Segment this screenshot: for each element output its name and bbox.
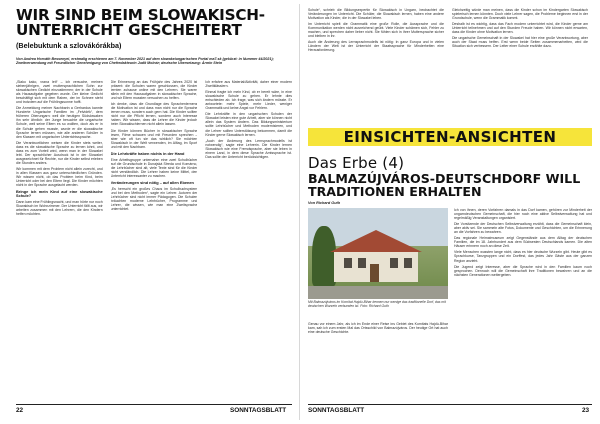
column-3 xyxy=(205,80,292,402)
paragraph: Die ungarische Gemeinschaft in der Slowakei hat hier eine große Verantwortung, aber auch der Staat muss helfen. Erst wenn beide Seiten zusammenarbeiten, wird die Situation sich verbessern. Der Leiter einer Schule erzählte dazu. xyxy=(452,36,588,49)
window-shape xyxy=(358,258,366,268)
publication-name: SONNTAGSBLATT xyxy=(308,407,365,414)
paragraph: Ich erfahre aus Material/Aktivität, daher einer modern Zweitklässlern. xyxy=(205,80,293,89)
photo-caption: Mit Balmazújváros im Komitat Hajdú-Bihar kennen nur wenige das traditionelle Dorf, das mit deutschen Wurzeln verbunden ist. Foto: Richard Guth xyxy=(308,300,446,308)
paragraph: Viele Menschen wussten lange nicht, dass es hier deutsche Wurzeln gibt. Heute gibt es Sprachkurse, Tanzgruppen und ein Dorffest, das jedes Jahr Gäste aus der ganzen Region anzieht. xyxy=(454,250,592,263)
paragraph: „Es herrscht ein großes Chaos im Schulbuchsystem und bei den Methoden“, sagte ein Lehrer. Autoren der Lehrbücher sind nicht immer Pädagogen. Die Schulen bräuchten moderne Lehrbücher, Programme und Lehrer, die wissen, wie man eine Zweitsprache unterrichtet. xyxy=(110,187,198,212)
paragraph: Im Unterricht spielt die Grammatik eine große Rolle, die Aussprache und die Kommunikation werden nicht ausreichend geübt. Viele Kinder schämen sich, Fehler zu machen, und sprechen daher lieber nicht. Sie fühlen sich in ihrer Muttersprache sicher und bleiben in ihr. xyxy=(308,22,444,39)
paragraph: Das regionale Heimatmuseum zeigt Gegenstände aus dem Alltag der deutschen Familien, die im 18. Jahrhundert aus dem Südwesten Deutschlands kamen. Die alten Häuser erinnern noch an diese Zeit. xyxy=(454,236,592,249)
window-shape xyxy=(390,258,398,268)
roof-shape xyxy=(330,230,422,252)
article-title-line1: Das Erbe (4) xyxy=(308,154,405,172)
paragraph: Eine Arbeitsgruppe unternahm eine zwei Schulbücher auf die Grundschule in Dunajská Streda und Komárno, die Lehrbücher sind alt, viele Texte sind für die Kinder nicht verständlich. Die Lehrer haben keine Mittel, den Unterricht interessanter zu machen. xyxy=(110,157,198,178)
right-page xyxy=(300,0,600,424)
page-number: 23 xyxy=(582,407,590,414)
paragraph: Genau vor einem Jahr, als ich im Ende einer Reise ins Gebiet des Komitats Hajdú-Bihar kam, sah ich zum ersten Mal das Ortsschild von Balmazújváros. Der heutige Ort hat auch eine deutsche Geschichte. xyxy=(308,322,448,335)
column-2 xyxy=(452,8,588,126)
banner-text: EINSICHTEN-ANSICHTEN xyxy=(343,128,557,146)
continued-article xyxy=(308,8,588,126)
footer-rule xyxy=(308,404,592,405)
paragraph: „Auch der Änderung des Lernsprachmodells ist notwendig“, sagte eine Lehrerin. Die Kinder lernen Slowakisch wie eine Fremdsprache, aber sie leben in einem Land, in dem diese Sprache Amtssprache ist. Das sollte der Unterricht berücksichtigen. xyxy=(205,138,293,159)
window-shape xyxy=(344,258,352,268)
paragraph: Die Anmeldung meiner Nachbarin a Gerhardus kannte Hunderte Ungarische Familien im „Felvidék“, dem früheren Oberungarn: weil die heutigen Südslowaken ihn sehr ähnlich: der Junge besuchte die ungarische Schule, weil seine Eltern es so wollten, doch als er in die Schule gehen musste, wurde er die slowakische Sprache lernen müssen, wie alle anderen Schüler in den Klassen mit ungarischer Unterrichtssprache. xyxy=(16,106,103,139)
article-title-line2: BALMAZÚJVÁROS-DEUTSCHDORF WILL TRADITIONEN ERHALTEN xyxy=(308,171,581,199)
road-shape xyxy=(308,286,448,299)
paragraph: Schule“, schrieb die Bildungsexpertin für Slowakisch in Ungarn, beobachtet die Veränderungen im Unterricht. Die Schüler, die Slowakisch lernen, haben eine andere Motivation als Kinder, die in der Slowakei leben. xyxy=(308,8,444,21)
footer-rule xyxy=(16,404,292,405)
page-number: 22 xyxy=(16,407,24,414)
byline: Von Richard Guth xyxy=(308,201,341,205)
paragraph: Gleichzeitig würde man meinen, dass die Kinder schon im Kindergarten Slowakisch spielerisch lernen könnten. Doch viele Lehrer sagen, die Probleme beginnen erst in der Grundschule, wenn die Grammatik kommt. xyxy=(452,8,588,21)
door-shape xyxy=(370,264,379,282)
section-heading: Die Lehrkräfte haben nichts in der Hand xyxy=(110,150,185,156)
paragraph: Einmal fragte ich mein Kind, ob er bereit wäre, in eine slowakische Schule zu gehen. Er lehnte dies entschieden ab. Ich frage, was sich ändern müsste. Er antwortete: mehr Spiele, mehr Lieder, weniger Grammatik und keine Angst vor Fehlern. xyxy=(205,90,293,111)
paragraph: Die Verantwortlichen weisen die Kinder stets weiter, dass es die slowakische Sprache zu lernen lohnt, und dass es zum Vorteil wird, wenn man in der Slowakei lebt. Der sprachlicher Ausdruck ist in der Slowakei ausgezeichnet für Rechte, nur die Kinder selbst erleben die Stunden anders. xyxy=(16,140,103,165)
paragraph: „Slako kako, vrana leti“ – ich versuche, meinen siebenjährigen, zwei muttersprachlichen Sohn zur slowakischen Gedicht einzustimmen; der in der Schule als Hausaufgabe gegeben wurde. Der kleine Gedicht beschäftigt sich mit dem Raben, der im Schnee steht und trotzdem auf die Frühlingssonne hofft. xyxy=(16,80,103,105)
paragraph: Die Kinder können Bücher in slowakischer Sprache lesen, Filme schauen und mit Freunden sprechen – aber wie oft tun sie das wirklich? Sie möchten Slowakisch in der Welt verwenden, im Alltag, im Sport und mit den Nachbarn. xyxy=(110,128,198,149)
column-2 xyxy=(111,80,198,402)
paragraph: Ich von ihnen, deren Vorfahren damals in das Dorf kamen, gehören zur Minderheit der ungarndeutschen Gemeinschaft, die hier noch eine aktive Selbstverwaltung hat und regelmäßig Veranstaltungen organisiert. xyxy=(454,208,592,221)
window-shape xyxy=(404,258,412,268)
paragraph: Wir kommen mit dem Problem nicht allein zurecht, und in allen Klassen aus ganz unterschiedlichen Gründen. Wir wissen nicht, ob das Problem beim Kind, beim Unterricht oder bei den Eltern liegt. Die Kinder möchten nicht in der Sprache ausgelacht werden. xyxy=(16,166,103,188)
column-b xyxy=(454,208,592,402)
column-1 xyxy=(16,80,103,402)
publication-name: SONNTAGSBLATT xyxy=(230,407,287,414)
article-subtitle: (Belebuktunk a szlovákórákba) xyxy=(16,41,122,50)
paragraph: Die Lehrkräfte in den ungarischen Schulen der Slowakei leisten eine gute Arbeit, aber sie können nicht allein das System ändern. Das Bildungsministerium sollte Lehrbücher und Methoden modernisieren, und die Lehrer sollten Unterstützung bekommen, damit die Kinder gerne Slowakisch lernen. xyxy=(205,112,293,137)
section-banner xyxy=(308,128,592,146)
village-photo xyxy=(308,208,448,299)
paragraph: Ich denke, dass die Grundlage des Sprachenlernens die Motivation ist und dass man nicht nur die Sprache lernen muss, sondern auch gern hat. Die Kinder sollten nicht nur die Pflicht lernen, sondern auch Interesse haben. Wir wissen, dass die Lehrer die Kinder jedoch beim Slowakischlernen nicht allein lassen. xyxy=(110,102,198,127)
paragraph: Dann kam eine Frühlingsnacht, und man hörte nur noch Slowakisch im Wohnzimmer. Der Unterricht fällt aus, wir arbeiten zusammen mit den Lehrern, die den Kindern helfen möchten. xyxy=(16,200,103,217)
article-columns xyxy=(16,80,292,402)
article-title: WIR SIND BEIM SLOWAKISCH-UNTERRICHT GESCHEITERT xyxy=(16,6,265,39)
paragraph: Deshalb ist es wichtig, dass das Fach modern unterrichtet wird, die Kinder gerne am Unterricht teilnehmen und auf den Stunden Freude haben. Wir können nicht erwarten, dass die Kinder ohne Motivation lernen. xyxy=(452,22,588,35)
section-heading: Veränderungen sind nötig – auf allen Ebenen xyxy=(110,180,194,186)
paragraph: Die Erinnerung an das Frühjahr des Jahres 2020 ist präsent: die Schulen waren geschlossen, die Kinder lernten zuhause online mit den Lehrern. Sie waren allein mit den Hausaufgaben in slowakischer Sprache, und wir Eltern mussten versuchen zu helfen. xyxy=(110,80,198,101)
paragraph: Auch die Änderung des Lernsprachmodells ist nötig: In ganz Europa und in vielen Ländern der Welt ist der Unterricht der Staatssprache für Minderheiten eine Herausforderung. xyxy=(308,40,444,53)
column-a xyxy=(308,322,448,402)
column-1 xyxy=(308,8,444,126)
article-lead: Von Andrea Horváth Bessenyei, erstmalig erschienen am 7. November 2021 auf dem slowakeiungarischen Portal ma7.sk (gekürzt: in Nummer 44/2021); Zweitverwendung mit Freundlicher Genehmigung von Chefredakteurin Judit Molnár; deutsche Übersetzung: Ármin Stein xyxy=(16,57,274,66)
paragraph: Die Jugend zeigt Interesse, aber die Sprache wird in den Familien kaum noch gesprochen. Dennoch will die Gemeinschaft ihre Traditionen bewahren und an die nächsten Generationen weitergeben. xyxy=(454,264,592,277)
section-heading: Bringe ich mein Kind auf eine slowakische Schule? xyxy=(16,189,103,199)
paragraph: Die Vorsitzende der Deutschen Selbstverwaltung erzählt, dass die Gemeinschaft klein, aber aktiv sei. Sie sammeln alte Fotos, Dokumente und Geschichten, um die Erinnerung an die Vorfahren zu bewahren. xyxy=(454,222,592,235)
